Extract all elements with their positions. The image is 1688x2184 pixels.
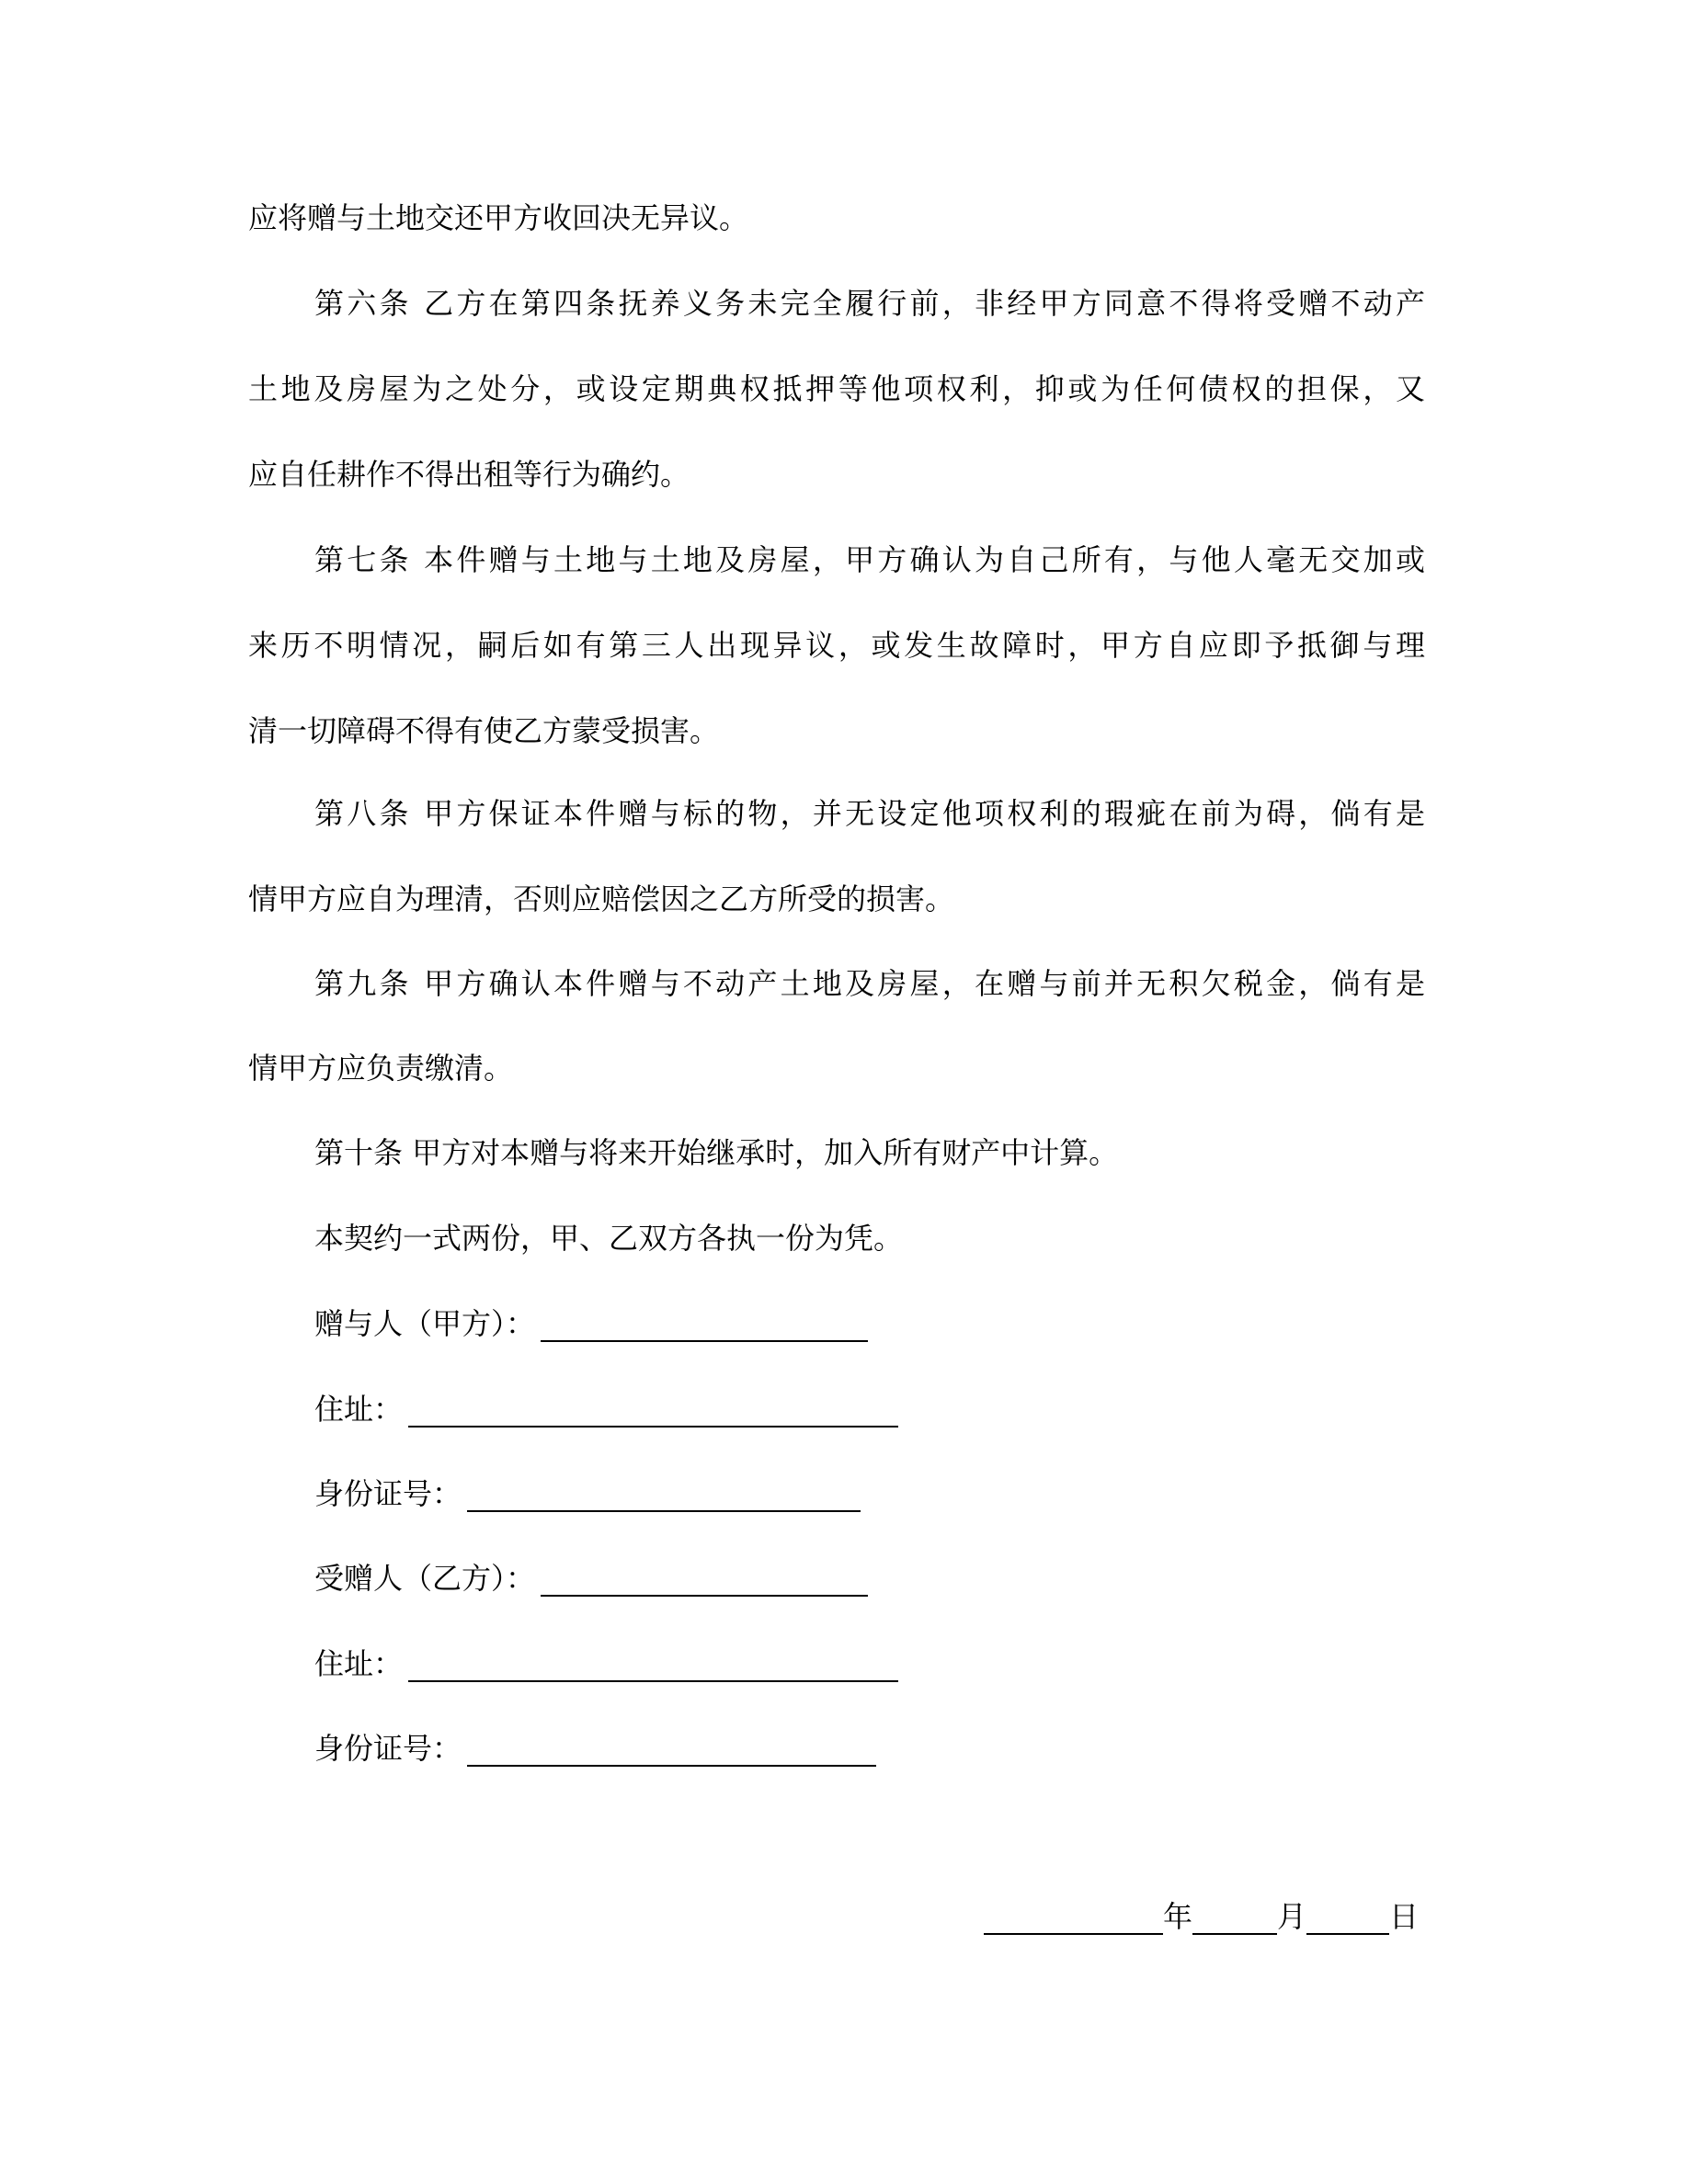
clause-6-line-1: 第六条 乙方在第四条抚养义务未完全履行前，非经甲方同意不得将受赠不动产 <box>314 286 1425 321</box>
donee-id-label: 身份证号： <box>314 1731 462 1766</box>
clause-5-end: 应将赠与土地交还甲方收回决无异议。 <box>248 200 749 235</box>
donor-id-field <box>314 1475 861 1512</box>
donor-label: 赠与人（甲方）： <box>314 1306 536 1341</box>
donor-id-label: 身份证号： <box>314 1476 462 1511</box>
year-label: 年 <box>1163 1899 1193 1934</box>
donor-id-blank[interactable] <box>467 1479 861 1512</box>
clause-6-line-2: 土地及房屋为之处分，或设定期典权抵押等他项权利，抑或为任何债权的担保，又 <box>248 371 1425 406</box>
donor-address-blank[interactable] <box>408 1394 898 1428</box>
donee-id-blank[interactable] <box>467 1734 876 1767</box>
donee-address-field <box>314 1645 898 1682</box>
clause-8-line-1: 第八条 甲方保证本件赠与标的物，并无设定他项权利的瑕疵在前为碍，倘有是 <box>314 796 1425 831</box>
clause-7-line-2: 来历不明情况，嗣后如有第三人出现异议，或发生故障时，甲方自应即予抵御与理 <box>248 628 1425 663</box>
clause-10: 第十条 甲方对本赠与将来开始继承时，加入所有财产中计算。 <box>314 1135 1119 1170</box>
day-blank[interactable] <box>1306 1902 1389 1935</box>
month-blank[interactable] <box>1192 1902 1277 1935</box>
donee-label: 受赠人（乙方）： <box>314 1561 536 1596</box>
clause-7-line-1: 第七条 本件赠与土地与土地及房屋，甲方确认为自己所有，与他人毫无交加或 <box>314 542 1425 577</box>
clause-9-line-1: 第九条 甲方确认本件赠与不动产土地及房屋，在赠与前并无积欠税金，倘有是 <box>314 966 1425 1001</box>
clause-8-line-2: 情甲方应自为理清，否则应赔偿因之乙方所受的损害。 <box>248 882 955 916</box>
donee-address-blank[interactable] <box>408 1649 898 1682</box>
clause-9-line-2: 情甲方应负责缴清。 <box>248 1051 514 1086</box>
donee-address-label: 住址： <box>314 1646 404 1681</box>
donee-blank[interactable] <box>541 1564 868 1597</box>
donor-address-label: 住址： <box>314 1392 404 1427</box>
donor-blank[interactable] <box>541 1309 868 1342</box>
donee-field <box>314 1560 868 1597</box>
donor-address-field <box>314 1391 898 1428</box>
copies-clause: 本契约一式两份，甲、乙双方各执一份为凭。 <box>314 1221 904 1256</box>
clause-7-line-3: 清一切障碍不得有使乙方蒙受损害。 <box>248 713 720 748</box>
clause-6-line-3: 应自任耕作不得出租等行为确约。 <box>248 457 690 492</box>
year-blank[interactable] <box>984 1902 1163 1935</box>
donee-id-field <box>314 1730 876 1767</box>
day-label: 日 <box>1389 1899 1420 1934</box>
date-line <box>984 1898 1425 1935</box>
donor-field <box>314 1305 868 1342</box>
month-label: 月 <box>1277 1899 1307 1934</box>
